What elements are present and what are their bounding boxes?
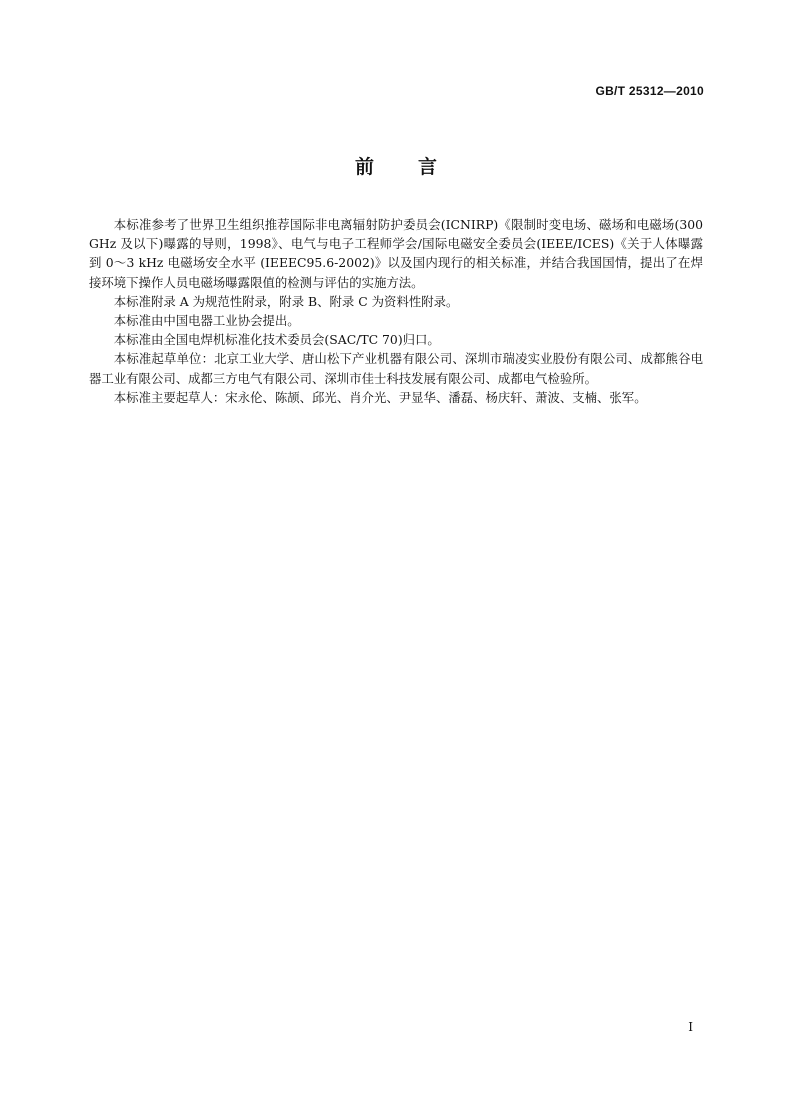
paragraph-committee: 本标准由全国电焊机标准化技术委员会(SAC/TC 70)归口。 (113, 332, 440, 348)
title-char-1: 前 (354, 156, 374, 178)
paragraph-annexes: 本标准附录 A 为规范性附录，附录 B、附录 C 为资料性附录。 (113, 293, 459, 309)
title-char-2: 言 (418, 156, 438, 178)
foreword-body (89, 215, 703, 407)
paragraph-proposer: 本标准由中国电器工业协会提出。 (113, 313, 300, 329)
paragraph-drafting-units: 本标准起草单位：北京工业大学、唐山松下产业机器有限公司、深圳市瑞凌实业股份有限公司、成都熊谷电器工业有限公司、成都三方电气有限公司、深圳市佳士科技发展有限公司、成都电气检验所。 (89, 351, 703, 386)
page-number: I (688, 1020, 693, 1034)
page-title (0, 152, 792, 179)
standard-code: GB/T 25312—2010 (595, 84, 704, 98)
paragraph-drafters: 本标准主要起草人：宋永伦、陈颉、邱光、肖介光、尹显华、潘磊、杨庆轩、萧波、支楠、张军。 (113, 389, 647, 405)
paragraph-reference-standards: 本标准参考了世界卫生组织推荐国际非电离辐射防护委员会(ICNIRP)《限制时变电场、磁场和电磁场(300 GHz 及以下)曝露的导则，1998》、电气与电子工程师学会/国际电磁安全委员会(IEEE/ICES)《关于人体曝露到 0～3 kHz 电磁场安全水平 (IEEEC95.6-2002)》以及国内现行的相关标准，并结合我国国情，提出了在焊接环境下操作人员电磁场曝露限值的检测与评估的实施方法。 (89, 217, 703, 290)
